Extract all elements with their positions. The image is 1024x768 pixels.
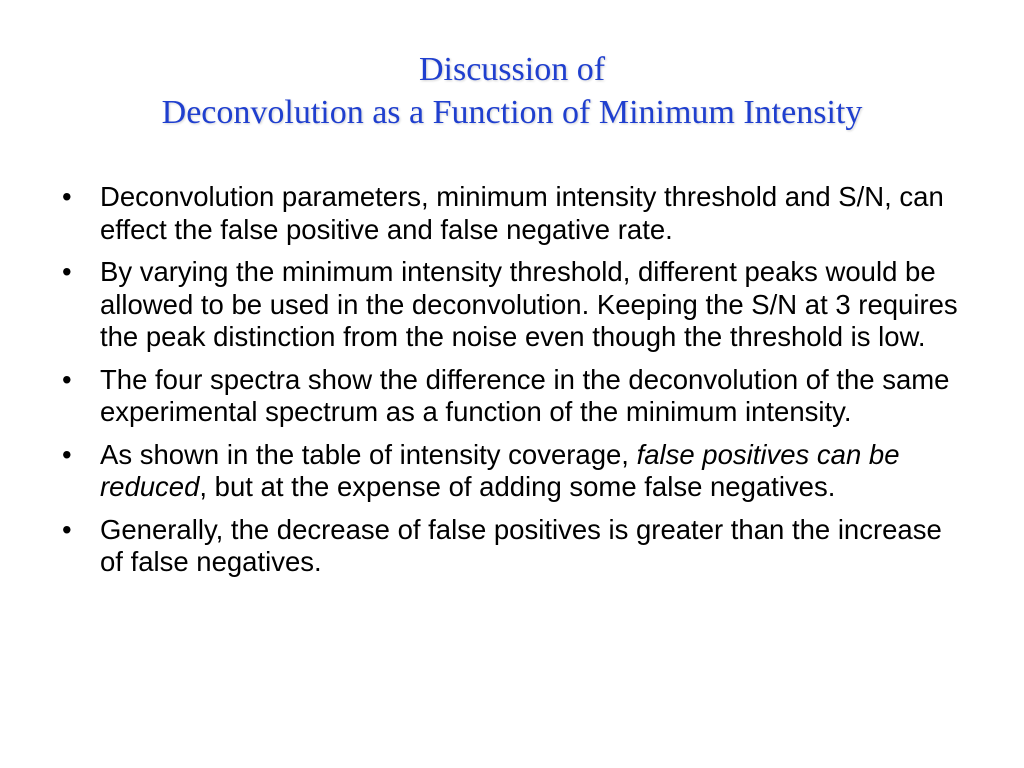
bullet-item — [62, 181, 972, 246]
bullet-text-before: As shown in the table of intensity coverage, — [100, 438, 637, 470]
bullet-item — [62, 514, 972, 579]
bullet-list — [62, 181, 972, 589]
bullet-text — [100, 439, 900, 503]
bullet-text: By varying the minimum intensity threshold, different peaks would be allowed to be used in the deconvolution. Keeping the S/N at 3 requires the peak distinction from the noise even though the threshold is low. — [100, 256, 958, 352]
title-line-2: Deconvolution as a Function of Minimum Intensity — [161, 94, 863, 131]
title-line-1: Discussion of — [418, 51, 606, 88]
bullet-dot-icon: • — [62, 363, 72, 395]
bullet-item — [62, 439, 972, 504]
bullet-dot-icon: • — [62, 181, 72, 212]
bullet-dot-icon: • — [62, 438, 72, 470]
slide-title — [40, 48, 984, 134]
bullet-item — [62, 256, 972, 354]
bullet-item — [62, 364, 972, 429]
bullet-text: The four spectra show the difference in the deconvolution of the same experimental spectrum as a function of the minimum intensity. — [100, 363, 950, 427]
bullet-text-after: , but at the expense of adding some false negatives. — [199, 471, 836, 502]
bullet-dot-icon: • — [62, 256, 72, 287]
bullet-text: Deconvolution parameters, minimum intensity threshold and S/N, can effect the false positive and false negative rate. — [100, 181, 944, 245]
bullet-text: Generally, the decrease of false positives is greater than the increase of false negatives. — [100, 513, 942, 577]
bullet-dot-icon: • — [62, 513, 72, 545]
bullet-text-emphasis: false positives can be reduced — [100, 438, 900, 502]
